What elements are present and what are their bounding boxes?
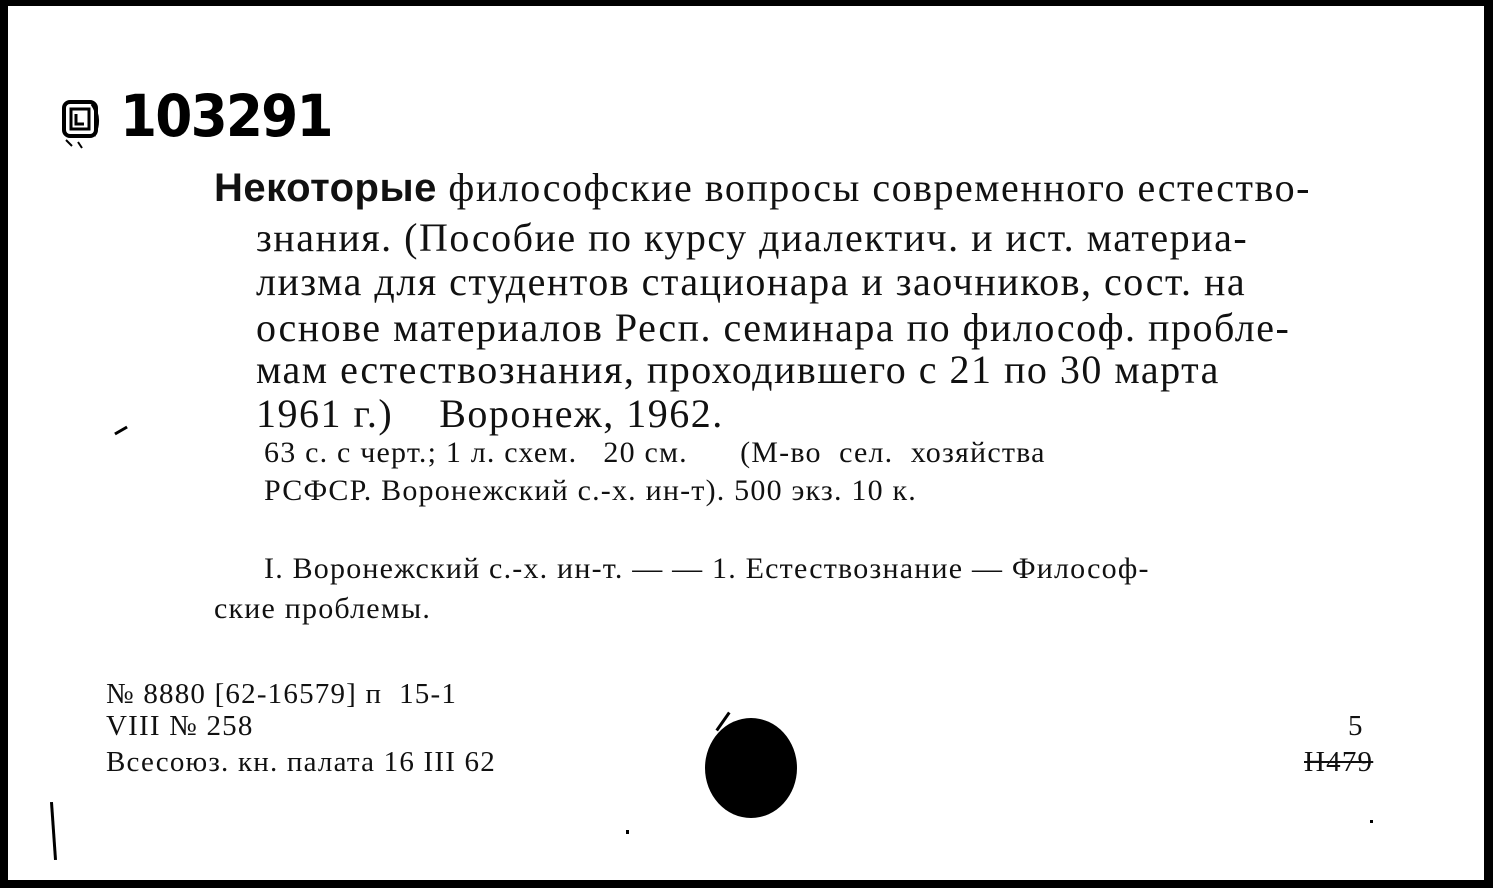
title-line-6: 1961 г.) Воронеж, 1962. [256,391,724,436]
footer-line-2: VIII № 258 [106,710,254,742]
title-line-1-text: философские вопросы современного естество- [448,165,1311,210]
subject-line-1: I. Воронежский с.-х. ин-т. — — 1. Естествознание — Философ- [264,552,1150,585]
speck-mark [1370,820,1373,823]
subject-line-2: ские проблемы. [214,592,432,625]
collation-line-2: РСФСР. Воронежский с.-х. ин-т). 500 экз. 10 к. [264,474,917,507]
collation-line-1: 63 с. с черт.; 1 л. схем. 20 см. (М-во сел. хозяйства [264,436,1046,469]
punch-hole [705,718,797,818]
title-line-3: лизма для студентов стационара и заочников, сост. на [256,259,1247,304]
pencil-bar-mark [50,802,57,860]
title-lead-word: Некоторые [214,166,437,210]
footer-right-code: Н479 [1304,746,1374,778]
footer-line-1: № 8880 [62-16579] п 15-1 [106,678,458,710]
title-line-5: мам естествознания, проходившего с 21 по 30 марта [256,347,1220,392]
footer-line-3: Всесоюз. кн. палата 16 III 62 [106,746,496,778]
library-stamp-icon [56,94,106,150]
pencil-dash-mark [114,426,128,436]
footer-right-number: 5 [1348,710,1364,742]
title-line-2: знания. (Пособие по курсу диалектич. и ист. материа- [256,215,1249,260]
catalog-card [8,6,1484,880]
handwritten-accession-number: 103291 [120,82,332,150]
speck-mark [626,830,629,834]
title-line-4: основе материалов Респ. семинара по философ. пробле- [256,305,1291,350]
title-line-1 [214,165,1311,210]
